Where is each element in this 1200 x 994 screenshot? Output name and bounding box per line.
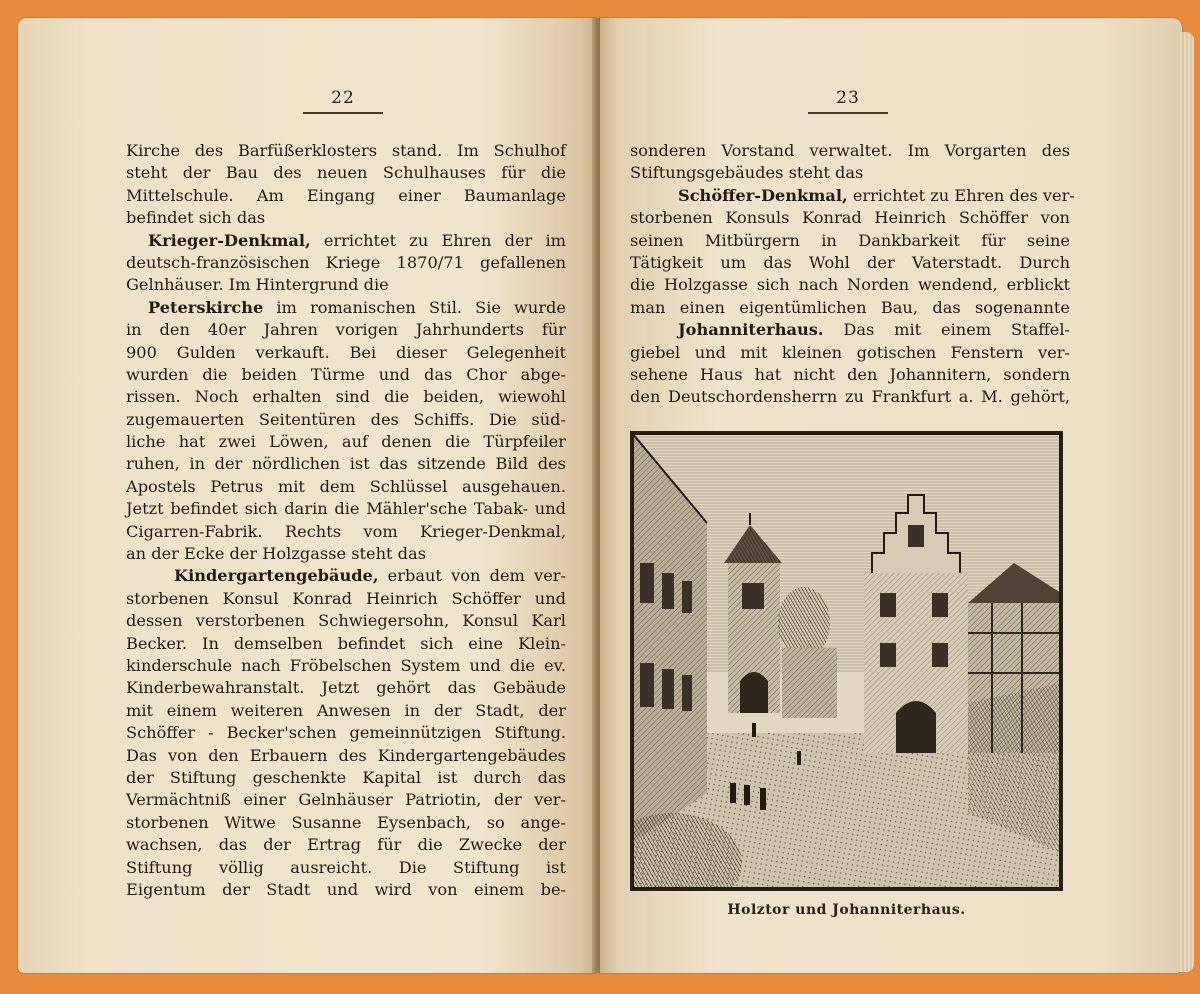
text-run: erbaut von dem ver- [378,566,566,586]
text-run: Stiftungsgebäudes steht das [630,163,864,183]
text-run: errichtet zu Ehren des ver- [847,185,1075,205]
text-run: Cigarren-Fabrik. Rechts vom Krieger-Denkmal, [126,521,566,541]
text-line [126,162,566,184]
text-run: Das mit einem Staffel- [823,320,1070,340]
open-book [8,8,1196,976]
text-line [630,319,1070,341]
text-line [630,386,1070,408]
text-line [126,409,566,431]
text-run: Apostels Petrus mit dem Schlüssel ausgehauen. [126,476,566,496]
section-heading: Schöffer-Denkmal, [678,185,848,205]
section-heading: Krieger-Denkmal, [148,230,311,250]
text-line [126,498,566,520]
text-run: errichtet zu Ehren der im [310,230,566,250]
text-run: an der Ecke der Holzgasse steht das [126,544,426,564]
text-run: sehene Haus hat nicht den Johannitern, sondern [630,364,1070,384]
text-line [630,207,1070,229]
text-run: ruhen, in der nördlichen ist das sitzende Bild des [126,454,566,474]
text-line [126,386,566,408]
street-scene-engraving [632,433,1061,889]
right-page [600,18,1182,973]
text-line [126,453,566,475]
section-heading: Kindergartengebäude, [174,566,379,586]
text-run: steht der Bau des neuen Schulhauses für die [126,163,566,183]
text-line [126,767,566,789]
left-page [18,18,596,973]
text-run: Vermächtniß einer Gelnhäuser Patriotin, der ver- [126,790,566,810]
text-run: Tätigkeit um das Wohl der Vaterstadt. Durch [630,252,1070,272]
text-run: Mittelschule. Am Eingang einer Baumanlage [126,185,566,205]
text-line [126,789,566,811]
text-line [630,342,1070,364]
page-number: 22 [331,88,355,108]
text-line [126,230,566,252]
text-line [126,185,566,207]
text-run: Schöffer - Becker'schen gemeinnützigen Stiftung. [126,723,566,743]
text-line [126,476,566,498]
text-line [126,342,566,364]
text-run: im romanischen Stil. Sie wurde [263,297,566,317]
text-line [126,700,566,722]
text-run: Eigentum der Stadt und wird von einem be- [126,879,566,899]
text-line [126,745,566,767]
text-run: sonderen Vorstand verwaltet. Im Vorgarten des [630,141,1070,160]
text-line [630,274,1070,296]
text-line [126,297,566,319]
text-run: seinen Mitbürgern in Dankbarkeit für seine [630,230,1070,250]
text-run: der Stiftung geschenkte Kapital ist durch das [126,767,566,787]
text-line [126,879,566,901]
text-line [630,297,1070,319]
text-run: storbenen Konsul Konrad Heinrich Schöffer und [126,588,566,608]
section-heading: Johanniterhaus. [678,320,824,340]
text-run: dessen verstorbenen Schwiegersohn, Konsul Karl [126,611,566,631]
text-run: die Holzgasse sich nach Norden wendend, erblickt [630,275,1070,295]
body-text [630,140,1075,409]
text-line [126,140,566,162]
text-line [126,364,566,386]
text-run: in den 40er Jahren vorigen Jahrhunderts für [126,320,566,340]
text-line [126,857,566,879]
illustration-caption: Holztor und Johanniterhaus. [727,902,966,918]
text-run: wachsen, das der Ertrag für die Zwecke der [126,835,566,855]
text-line [126,207,566,229]
text-run: deutsch-französischen Kriege 1870/71 gefallenen [126,252,566,272]
text-run: befindet sich das [126,208,266,228]
text-line [630,364,1070,386]
text-line [126,588,566,610]
section-heading: Peterskirche [148,297,264,317]
text-run: Kinderbewahranstalt. Jetzt gehört das Gebäude [126,678,566,698]
text-line [630,252,1070,274]
text-line [126,633,566,655]
page-edges [1180,32,1194,972]
body-text [126,140,566,901]
text-run: giebel und mit kleinen gotischen Fenstern ver- [630,342,1070,362]
text-run: Gelnhäuser. Im Hintergrund die [126,275,389,295]
page-number-rule [303,112,383,114]
text-run: man einen eigentümlichen Bau, das sogenannte [630,297,1070,317]
text-line [630,230,1070,252]
text-line [126,521,566,543]
text-run: storbenen Konsuls Konrad Heinrich Schöffer von [630,208,1070,228]
text-line [126,655,566,677]
text-run: mit einem weiteren Anwesen in der Stadt, der [126,700,566,720]
engraving-illustration [630,431,1063,891]
text-run: Kirche des Barfüßerklosters stand. Im Schulhof [126,141,566,160]
text-run: storbenen Witwe Susanne Eysenbach, so ange- [126,812,566,832]
text-run: den Deutschordensherrn zu Frankfurt a. M. gehört, [630,387,1070,407]
text-run: rissen. Noch erhalten sind die beiden, wiewohl [126,387,566,407]
text-run: Das von den Erbauern des Kindergartengebäudes [126,745,566,765]
text-line [126,610,566,632]
page-number: 23 [836,88,860,108]
text-line [126,431,566,453]
text-run: 900 Gulden verkauft. Bei dieser Gelegenheit [126,342,566,362]
text-run: kinderschule nach Fröbelschen System und die ev. [126,655,566,675]
text-line [126,319,566,341]
text-line [126,722,566,744]
text-line [126,274,566,296]
text-line [126,812,566,834]
text-run: Becker. In demselben befindet sich eine Klein- [126,633,566,653]
page-number-rule [808,112,888,114]
text-line [126,677,566,699]
text-run: liche hat zwei Löwen, auf denen die Türpfeiler [126,432,566,452]
text-line [126,834,566,856]
text-run: zugemauerten Seitentüren des Schiffs. Die süd- [126,409,566,429]
text-run: wurden die beiden Türme und das Chor abge- [126,364,566,384]
text-line [630,162,1070,184]
text-run: Stiftung völlig ausreicht. Die Stiftung ist [126,857,566,877]
text-run: Jetzt befindet sich darin die Mähler'sche Tabak- und [126,499,566,519]
text-line [126,565,566,587]
text-line [126,252,566,274]
text-line [630,140,1070,162]
text-line [126,543,566,565]
text-line [630,185,1075,207]
